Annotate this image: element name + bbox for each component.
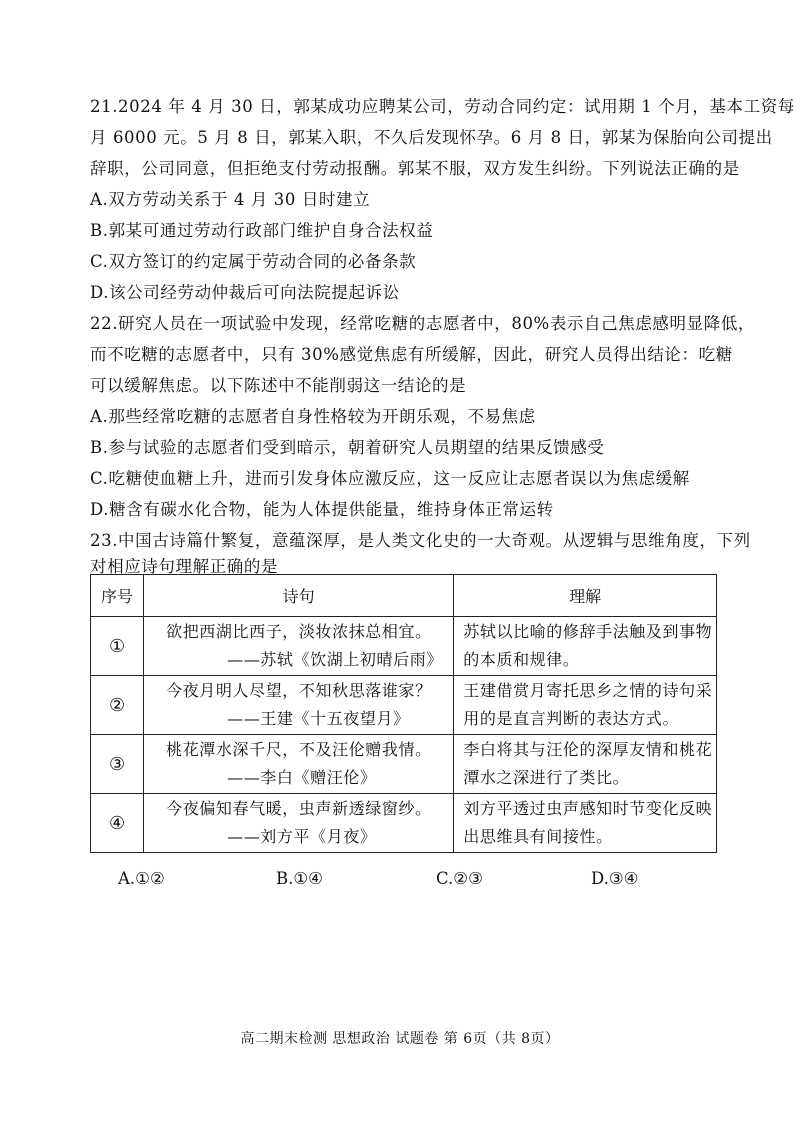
q22-stem-line-2: 而不吃糖的志愿者中，只有 30%感觉焦虑有所缓解，因此，研究人员得出结论：吃糖 (90, 345, 733, 364)
poem-verse: 桃花潭水深千尺，不及汪伦赠我情。 (166, 740, 432, 759)
q21-option-b: B.郭某可通过劳动行政部门维护自身合法权益 (90, 221, 434, 240)
row-number: ② (91, 676, 144, 735)
q22-option-a: A.那些经常吃糖的志愿者自身性格较为开朗乐观，不易焦虑 (90, 407, 536, 426)
row-number: ④ (91, 794, 144, 853)
understanding-cell (454, 676, 717, 735)
poem-table (90, 574, 717, 853)
q23-choice-b: B.①④ (276, 869, 323, 888)
header-poem: 诗句 (144, 575, 454, 617)
understanding-cell (454, 794, 717, 853)
poem-cell (144, 794, 454, 853)
poem-cell (144, 676, 454, 735)
understanding-line: 出思维具有间接性。 (463, 827, 613, 846)
q23-stem-line-2: 对相应诗句理解正确的是 (90, 557, 279, 576)
q23-choice-d: D.③④ (591, 869, 639, 888)
table-row (91, 676, 717, 735)
table-row (91, 617, 717, 676)
understanding-line: 苏轼以比喻的修辞手法触及到事物 (463, 622, 713, 641)
poem-source: ——李白《赠汪伦》 (227, 768, 377, 787)
table-row (91, 794, 717, 853)
row-number: ① (91, 617, 144, 676)
q23-stem-line-1: 23.中国古诗篇什繁复，意蕴深厚，是人类文化史的一大奇观。从逻辑与思维角度，下列 (90, 531, 751, 550)
header-understanding: 理解 (454, 575, 717, 617)
understanding-cell (454, 617, 717, 676)
understanding-line: 的本质和规律。 (463, 650, 580, 669)
q22-option-c: C.吃糖使血糖上升，进而引发身体应激反应，这一反应让志愿者误以为焦虑缓解 (90, 469, 690, 488)
q23-choice-c: C.②③ (436, 869, 483, 888)
poem-verse: 今夜偏知春气暖，虫声新透绿窗纱。 (166, 799, 432, 818)
q22-stem-line-1: 22.研究人员在一项试验中发现，经常吃糖的志愿者中，80%表示自己焦虑感明显降低， (90, 314, 756, 333)
q21-stem-line-1: 21.2024 年 4 月 30 日，郭某成功应聘某公司，劳动合同约定：试用期 1 个月，基本工资每 (90, 97, 795, 116)
poem-verse: 今夜月明人尽望，不知秋思落谁家？ (166, 681, 432, 700)
understanding-line: 用的是直言判断的表达方式。 (463, 709, 680, 728)
q21-stem-line-2: 月 6000 元。5 月 8 日，郭某入职，不久后发现怀孕。6 月 8 日，郭某为保胎向公司提出 (90, 128, 773, 147)
poem-source: ——王建《十五夜望月》 (227, 709, 410, 728)
row-number: ③ (91, 735, 144, 794)
q22-option-d: D.糖含有碳水化合物，能为人体提供能量，维持身体正常运转 (90, 500, 554, 519)
page-footer: 高二期末检测 思想政治 试题卷 第 6页（共 8页） (240, 1031, 560, 1047)
understanding-line: 王建借赏月寄托思乡之情的诗句采 (463, 681, 713, 700)
q21-stem-line-3: 辞职，公司同意，但拒绝支付劳动报酬。郭某不服，双方发生纠纷。下列说法正确的是 (90, 159, 740, 178)
understanding-line: 李白将其与汪伦的深厚友情和桃花 (463, 740, 713, 759)
q21-option-c: C.双方签订的约定属于劳动合同的必备条款 (90, 252, 417, 271)
q23-choice-a: A.①② (118, 869, 165, 888)
understanding-line: 刘方平透过虫声感知时节变化反映 (463, 799, 713, 818)
poem-verse: 欲把西湖比西子，淡妆浓抹总相宜。 (166, 622, 432, 641)
poem-source: ——刘方平《月夜》 (227, 827, 377, 846)
poem-cell (144, 735, 454, 794)
table-header-row (91, 575, 717, 617)
q21-option-a: A.双方劳动关系于 4 月 30 日时建立 (90, 190, 371, 209)
header-number: 序号 (91, 575, 144, 617)
understanding-cell (454, 735, 717, 794)
table-row (91, 735, 717, 794)
q21-option-d: D.该公司经劳动仲裁后可向法院提起诉讼 (90, 283, 400, 302)
poem-source: ——苏轼《饮湖上初晴后雨》 (227, 650, 443, 669)
q22-stem-line-3: 可以缓解焦虑。以下陈述中不能削弱这一结论的是 (90, 376, 467, 395)
understanding-line: 潭水之深进行了类比。 (463, 768, 630, 787)
poem-cell (144, 617, 454, 676)
q22-option-b: B.参与试验的志愿者们受到暗示，朝着研究人员期望的结果反馈感受 (90, 438, 605, 457)
